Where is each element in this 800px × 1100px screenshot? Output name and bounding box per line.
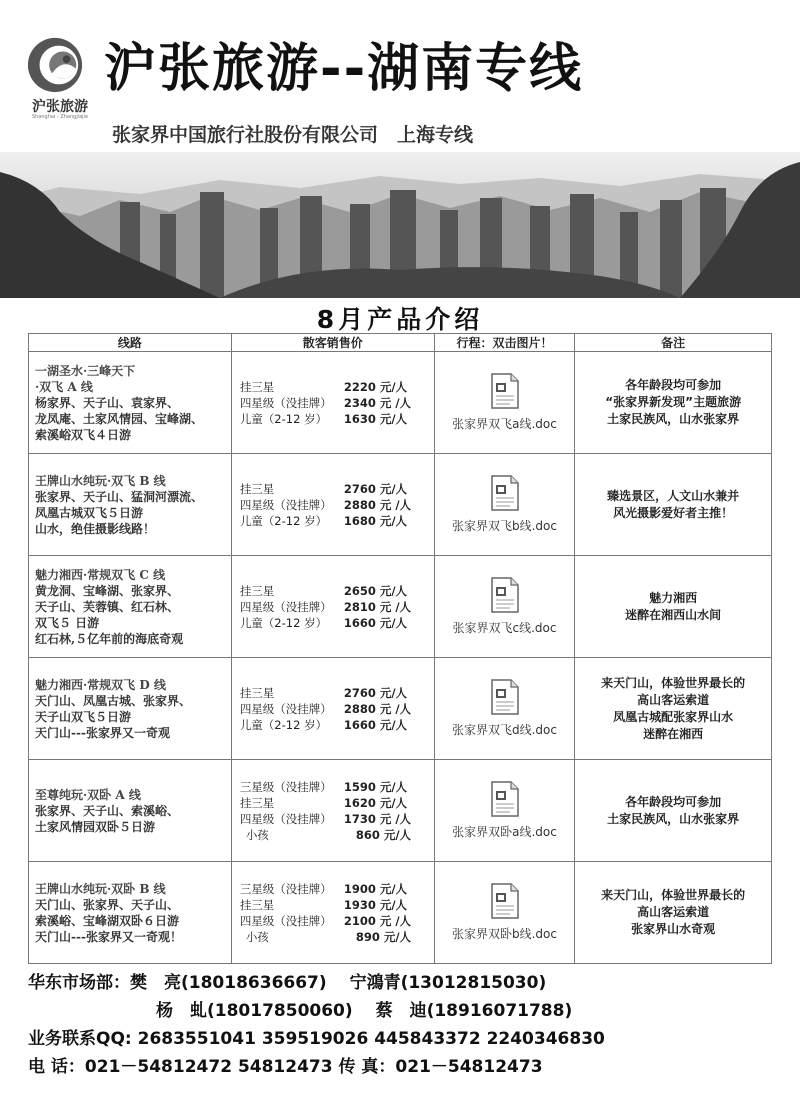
note-line: 风光摄影爱好者主推！ [613,505,734,520]
route-cell [29,760,232,862]
price-cell [231,658,434,760]
document-icon[interactable] [490,679,520,715]
route-line: 山水，绝佳摄影线路！ [35,521,156,536]
price-value: 2810 元 /人 [343,599,412,614]
route-line: 索溪峪双飞４日游 [35,427,132,442]
route-line: 杨家界、天子山、袁家界、 [35,395,180,410]
price-label: 三星级（没挂牌） [239,779,332,794]
table-row [29,454,772,556]
product-table [28,333,772,964]
price-row [240,717,433,733]
price-value: 2760 元/人 [343,481,408,496]
price-label: 四星级（没挂牌） [239,913,332,928]
price-value: 1680 元/人 [343,513,408,528]
route-line: 天子山、芙蓉镇、红石林、 [35,599,180,614]
price-row [240,497,433,513]
price-label: 挂三星 [239,379,275,394]
itinerary-doc[interactable] [434,760,575,862]
price-label: 四星级（没挂牌） [239,395,332,410]
price-value: 890 元/人 [355,929,412,944]
price-cell [231,862,434,964]
route-line: ·双飞 A 线 [35,379,93,394]
note-line: 臻选景区，人文山水兼并 [607,488,740,503]
price-row [240,379,433,395]
price-label: 四星级（没挂牌） [239,497,332,512]
price-row [240,881,433,897]
itinerary-doc[interactable] [434,658,575,760]
route-cell [29,454,232,556]
price-label: 四星级（没挂牌） [239,811,332,826]
price-value: 1930 元/人 [343,897,408,912]
price-label: 小孩 [245,827,269,842]
table-header-row [29,334,772,352]
price-row [240,811,433,827]
table-row [29,352,772,454]
document-icon[interactable] [490,475,520,511]
route-line: 天子山双飞５日游 [35,709,132,724]
price-value: 1620 元/人 [343,795,408,810]
price-label: 三星级（没挂牌） [239,881,332,896]
price-value: 1730 元 /人 [343,811,412,826]
route-cell [29,658,232,760]
header-route: 线路 [29,334,232,352]
price-row [240,395,433,411]
route-line: 龙凤庵、土家风情园、宝峰湖、 [35,411,204,426]
price-row [240,897,433,913]
price-value: 1590 元/人 [343,779,408,794]
price-label: 小孩 [245,929,269,944]
price-row [240,929,433,945]
company-logo [20,36,100,120]
note-line: 来天门山，体验世界最长的 [601,675,746,690]
price-value: 1660 元/人 [343,615,408,630]
document-filename[interactable]: 张家界双飞d线.doc [452,723,557,737]
document-filename[interactable]: 张家界双飞a线.doc [452,417,557,431]
route-line: 双飞５ 日游 [35,615,100,630]
note-line: 各年龄段均可参加 [625,378,722,392]
note-line: 土家民族风，山水张家界 [607,811,740,826]
price-value: 1660 元/人 [343,717,408,732]
route-line: 魅力湘西·常规双飞 C 线 [35,567,166,582]
route-cell [29,556,232,658]
contact-line-qq: 业务联系QQ: 2683551041 359519026 445843372 2240346830 [28,1029,605,1049]
price-row [240,913,433,929]
route-line: 至尊纯玩·双卧 A 线 [35,787,141,802]
price-value: 1900 元/人 [343,881,408,896]
document-icon[interactable] [490,781,520,817]
price-row [240,701,433,717]
header-notes: 备注 [575,334,772,352]
notes-cell [575,862,772,964]
route-line: 王牌山水纯玩·双卧 B 线 [35,881,166,896]
page-title: 沪张旅游--湖南专线 [104,39,584,99]
table-row [29,556,772,658]
route-cell [29,862,232,964]
price-value: 2220 元/人 [343,379,408,394]
price-row [240,599,433,615]
price-value: 2760 元/人 [343,685,408,700]
contact-line-market: 华东市场部：樊 亮(18018636667) 宁鴻青(13012815030) [28,973,547,993]
note-line: 迷醉在湘西 [643,726,704,741]
notes-cell [575,352,772,454]
price-cell [231,760,434,862]
price-label: 儿童（2-12 岁） [239,717,328,732]
document-icon[interactable] [490,577,520,613]
note-line: 各年龄段均可参加 [625,794,722,809]
price-row [240,411,433,427]
price-value: 860 元/人 [355,827,412,842]
route-line: 土家风情园双卧５日游 [35,819,156,834]
contact-line-phone: 电 话：021－54812472 54812473 传 真：021－54812473 [28,1057,543,1077]
route-line: 红石林,５亿年前的海底奇观 [35,631,184,646]
price-value: 2880 元 /人 [343,701,412,716]
route-line: 天门山、凤凰古城、张家界、 [35,693,192,708]
price-row [240,827,433,843]
price-label: 挂三星 [239,897,275,912]
price-label: 儿童（2-12 岁） [239,411,328,426]
price-cell [231,352,434,454]
note-line: 高山客运索道 [637,692,710,707]
price-value: 2100 元 /人 [343,913,412,928]
note-line: 土家民族风，山水张家界 [607,412,740,426]
itinerary-doc[interactable] [434,862,575,964]
price-row [240,513,433,529]
itinerary-doc[interactable] [434,556,575,658]
route-line: 王牌山水纯玩·双飞 B 线 [35,473,166,488]
route-line: 天门山---张家界又一奇观 [35,725,170,740]
price-row [240,583,433,599]
route-line: 索溪峪、宝峰湖双卧６日游 [35,913,180,928]
price-row [240,795,433,811]
table-row [29,862,772,964]
price-label: 儿童（2-12 岁） [239,513,328,528]
note-line: 张家界山水奇观 [631,922,716,936]
price-label: 四星级（没挂牌） [239,701,332,716]
logo-text: 沪张旅游 [32,99,88,115]
route-line: 天门山、张家界、天子山、 [35,897,180,912]
note-line: 迷醉在湘西山水间 [625,607,722,622]
price-label: 儿童（2-12 岁） [239,615,328,630]
route-line: 魅力湘西·常规双飞 D 线 [35,677,166,692]
document-filename[interactable]: 张家界双卧a线.doc [452,825,557,839]
mountain-banner-image [0,152,800,298]
route-line: 天门山---张家界又一奇观！ [35,929,182,944]
itinerary-doc[interactable] [434,352,575,454]
document-filename[interactable]: 张家界双卧b线.doc [452,927,557,941]
price-label: 挂三星 [239,583,275,598]
header-itinerary: 行程：双击图片！ [434,334,575,352]
page-subtitle: 张家界中国旅行社股份有限公司 上海专线 [112,124,474,146]
note-line: “张家界新发现”主题旅游 [605,395,742,409]
route-cell [29,352,232,454]
price-label: 挂三星 [239,481,275,496]
document-filename[interactable]: 张家界双飞c线.doc [452,621,557,635]
table-row [29,658,772,760]
note-line: 来天门山，体验世界最长的 [601,888,746,902]
price-value: 1630 元/人 [343,411,408,426]
price-value: 2880 元 /人 [343,497,412,512]
section-title: 8月产品介绍 [316,305,484,334]
note-line: 凤凰古城配张家界山水 [613,709,734,724]
document-icon[interactable] [490,373,520,409]
price-row [240,481,433,497]
route-line: 张家界、天子山、索溪峪、 [35,803,180,818]
route-line: 一湖圣水·三峰天下 [35,363,136,378]
price-value: 2650 元/人 [343,583,408,598]
document-filename[interactable]: 张家界双飞b线.doc [452,519,557,533]
route-line: 黄龙洞、宝峰湖、张家界、 [35,583,180,598]
price-cell [231,556,434,658]
price-cell [231,454,434,556]
table-row [29,760,772,862]
logo-subtext: Shanghai - Zhangjiajie [31,114,89,120]
itinerary-doc[interactable] [434,454,575,556]
notes-cell [575,454,772,556]
contact-line-sales: 杨 虬(18017850060) 蔡 迪(18916071788) [156,1001,573,1021]
notes-cell [575,658,772,760]
note-line: 高山客运索道 [637,905,710,919]
price-label: 挂三星 [239,685,275,700]
price-label: 挂三星 [239,795,275,810]
notes-cell [575,760,772,862]
price-row [240,615,433,631]
logo-swirl-icon [26,36,84,94]
document-icon[interactable] [490,883,520,919]
route-line: 张家界、天子山、猛洞河漂流、 [35,489,204,504]
price-label: 四星级（没挂牌） [239,599,332,614]
price-row [240,685,433,701]
price-row [240,779,433,795]
route-line: 凤凰古城双飞５日游 [35,505,144,520]
price-value: 2340 元 /人 [343,395,412,410]
header-price: 散客销售价 [231,334,434,352]
note-line: 魅力湘西 [649,590,698,605]
notes-cell [575,556,772,658]
